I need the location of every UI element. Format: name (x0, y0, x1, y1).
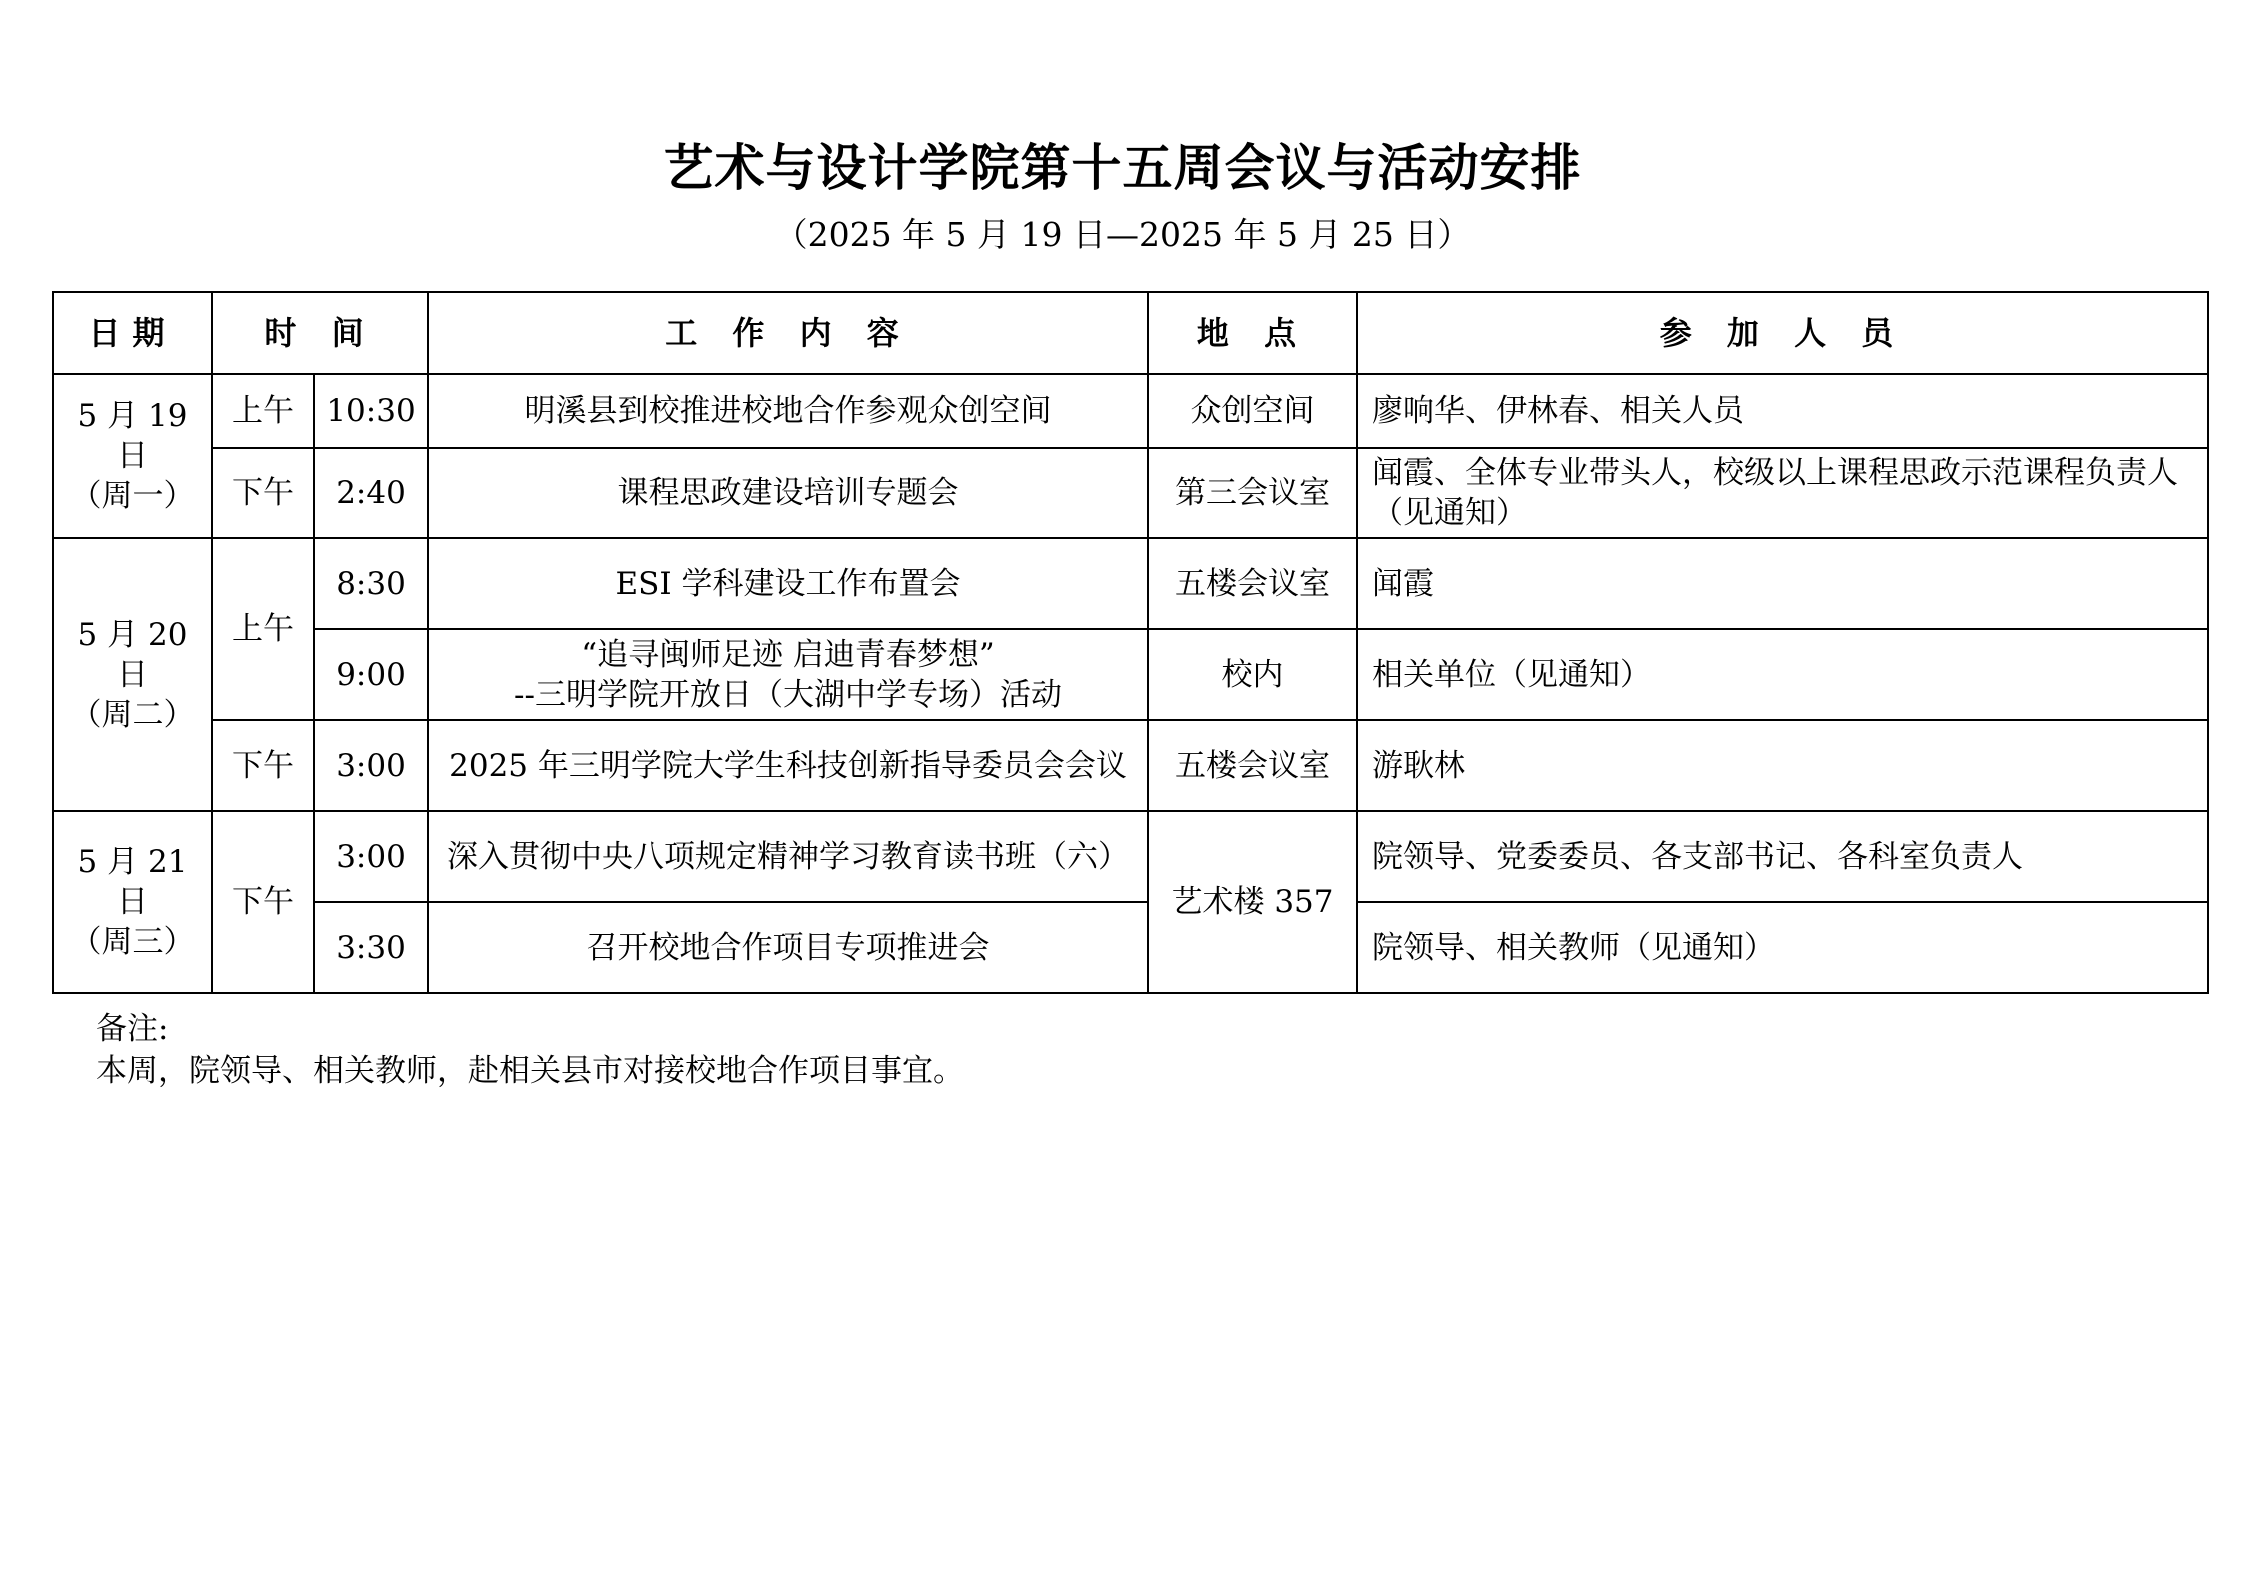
header-participants: 参 加 人 员 (1357, 292, 2208, 374)
weekday-text: （周一） (70, 478, 195, 514)
table-row (53, 720, 2208, 811)
time-cell: 8:30 (314, 538, 428, 629)
header-time: 时 间 (212, 292, 428, 374)
location-cell: 第三会议室 (1148, 448, 1357, 538)
header-date: 日期 (53, 292, 212, 374)
location-cell: 五楼会议室 (1148, 538, 1357, 629)
content-cell (428, 629, 1148, 720)
header-location: 地 点 (1148, 292, 1357, 374)
participants-cell: 院领导、相关教师（见通知） (1357, 902, 2208, 993)
participants-cell: 廖响华、伊林春、相关人员 (1357, 374, 2208, 448)
content-cell: 明溪县到校推进校地合作参观众创空间 (428, 374, 1148, 448)
period-cell: 下午 (212, 720, 314, 811)
period-cell: 下午 (212, 811, 314, 993)
location-cell: 五楼会议室 (1148, 720, 1357, 811)
date-cell (53, 811, 212, 993)
date-text: 5 月 20 日 (77, 616, 188, 693)
notes-label: 备注: (96, 1011, 169, 1047)
content-cell: 召开校地合作项目专项推进会 (428, 902, 1148, 993)
period-cell: 上午 (212, 538, 314, 720)
notes-section (96, 1008, 964, 1092)
period-cell: 下午 (212, 448, 314, 538)
header-content: 工 作 内 容 (428, 292, 1148, 374)
time-cell: 3:30 (314, 902, 428, 993)
period-cell: 上午 (212, 374, 314, 448)
time-cell: 3:00 (314, 720, 428, 811)
time-cell: 9:00 (314, 629, 428, 720)
participants-cell: 闻霞 (1357, 538, 2208, 629)
page-title: 艺术与设计学院第十五周会议与活动安排 (663, 139, 1582, 197)
date-text: 5 月 19 日 (77, 398, 188, 474)
weekday-text: （周三） (70, 924, 195, 960)
content-cell: 2025 年三明学院大学生科技创新指导委员会会议 (428, 720, 1148, 811)
notes-text: 本周，院领导、相关教师，赴相关县市对接校地合作项目事宜。 (96, 1053, 964, 1089)
content-cell: ESI 学科建设工作布置会 (428, 538, 1148, 629)
content-cell: 深入贯彻中央八项规定精神学习教育读书班（六） (428, 811, 1148, 902)
content-cell: 课程思政建设培训专题会 (428, 448, 1148, 538)
table-row (53, 538, 2208, 629)
location-cell: 艺术楼 357 (1148, 811, 1357, 993)
table-header-row (53, 292, 2208, 374)
participants-cell: 闻霞、全体专业带头人，校级以上课程思政示范课程负责人（见通知） (1357, 448, 2208, 538)
date-range-subtitle: （2025 年 5 月 19 日—2025 年 5 月 25 日） (774, 215, 1471, 254)
content-line: “追寻闽师足迹 启迪青春梦想” (581, 636, 995, 673)
table-row (53, 448, 2208, 538)
participants-cell: 相关单位（见通知） (1357, 629, 2208, 720)
participants-cell: 院领导、党委委员、各支部书记、各科室负责人 (1357, 811, 2208, 902)
time-cell: 2:40 (314, 448, 428, 538)
date-cell (53, 538, 212, 811)
table-row (53, 374, 2208, 448)
weekday-text: （周二） (70, 696, 195, 733)
location-cell: 众创空间 (1148, 374, 1357, 448)
date-cell (53, 374, 212, 538)
time-cell: 10:30 (314, 374, 428, 448)
location-cell: 校内 (1148, 629, 1357, 720)
content-line: --三明学院开放日（大湖中学专场）活动 (514, 676, 1062, 713)
table-row (53, 902, 2208, 993)
table-row (53, 811, 2208, 902)
schedule-table (52, 291, 2209, 994)
time-cell: 3:00 (314, 811, 428, 902)
table-row (53, 629, 2208, 720)
participants-cell: 游耿林 (1357, 720, 2208, 811)
date-text: 5 月 21 日 (77, 844, 188, 920)
